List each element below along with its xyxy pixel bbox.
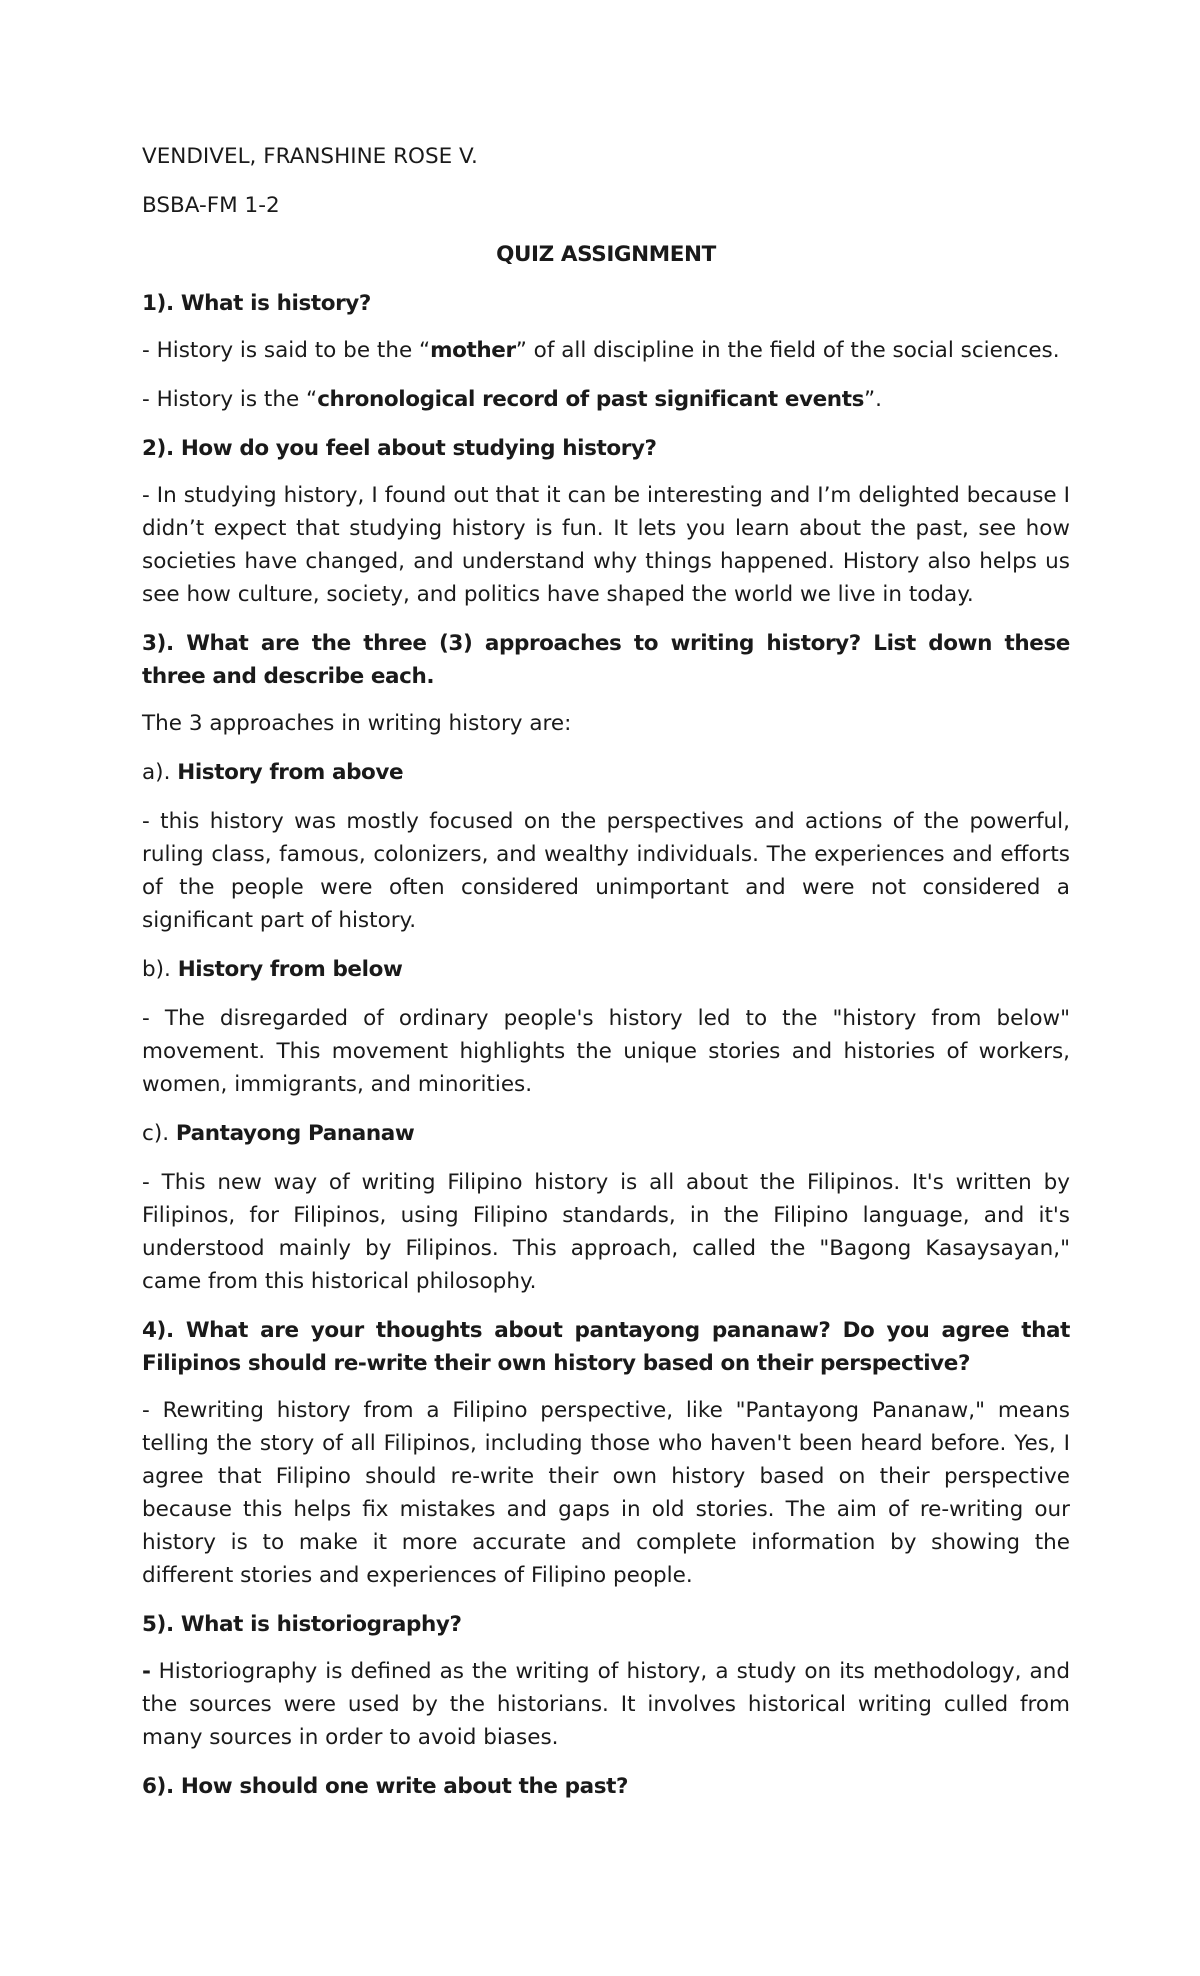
answer-4: - Rewriting history from a Filipino perspective, like "Pantayong Pananaw," means telling the story of all Filipinos, including those who haven't been heard before. Yes, I agree that Filipino should re-write their own history based on their perspective because this helps fix mistakes and gaps in old stories. The aim of re-writing our history is to make it more accurate and complete information by showing the different stories and experiences of Filipino people. <box>142 1398 1070 1588</box>
answer-3-intro: The 3 approaches in writing history are: <box>142 711 572 736</box>
question-1: 1). What is history? <box>142 291 371 316</box>
approach-a-heading: a). History from above <box>142 760 404 785</box>
term-chronological-record: chronological record of past significant events <box>317 387 864 412</box>
student-section: BSBA-FM 1-2 <box>142 193 280 218</box>
question-5: 5). What is historiography? <box>142 1612 462 1637</box>
answer-5: - Historiography is defined as the writing of history, a study on its methodology, and the sources were used by the historians. It involves historical writing culled from many sources in order to avoid biases. <box>142 1659 1070 1750</box>
answer-1-line-1: - History is said to be the “mother” of all discipline in the field of the social sciences. <box>142 338 1060 363</box>
answer-1-line-2: - History is the “chronological record of past significant events”. <box>142 387 882 412</box>
document-page <box>142 140 1070 1819</box>
student-name: VENDIVEL, FRANSHINE ROSE V. <box>142 144 478 169</box>
term-mother: mother <box>430 338 516 363</box>
answer-2: - In studying history, I found out that it can be interesting and I’m delighted because I didn’t expect that studying history is fun. It lets you learn about the past, see how societies have changed, and understand why things happened. History also helps us see how culture, society, and politics have shaped the world we live in today. <box>142 483 1070 607</box>
approach-b-heading: b). History from below <box>142 957 403 982</box>
approach-b-text: - The disregarded of ordinary people's history led to the "history from below" movement. This movement highlights the unique stories and histories of workers, women, immigrants, and minorities. <box>142 1006 1070 1097</box>
approach-c-heading: c). Pantayong Pananaw <box>142 1121 415 1146</box>
question-6: 6). How should one write about the past? <box>142 1774 629 1799</box>
approach-a-text: - this history was mostly focused on the perspectives and actions of the powerful, ruling class, famous, colonizers, and wealthy individuals. The experiences and efforts of the people were often considered unimportant and were not considered a significant part of history. <box>142 809 1070 933</box>
document-title: QUIZ ASSIGNMENT <box>496 242 716 267</box>
question-3: 3). What are the three (3) approaches to writing history? List down these three and describe each. <box>142 631 1070 689</box>
approach-b-title: History from below <box>177 957 403 982</box>
approach-a-title: History from above <box>177 760 404 785</box>
approach-c-text: - This new way of writing Filipino history is all about the Filipinos. It's written by Filipinos, for Filipinos, using Filipino standards, in the Filipino language, and it's understood mainly by Filipinos. This approach, called the "Bagong Kasaysayan," came from this historical philosophy. <box>142 1170 1070 1294</box>
question-4: 4). What are your thoughts about pantayong pananaw? Do you agree that Filipinos should re-write their own history based on their perspective? <box>142 1318 1070 1376</box>
question-2: 2). How do you feel about studying history? <box>142 436 657 461</box>
approach-c-title: Pantayong Pananaw <box>175 1121 415 1146</box>
